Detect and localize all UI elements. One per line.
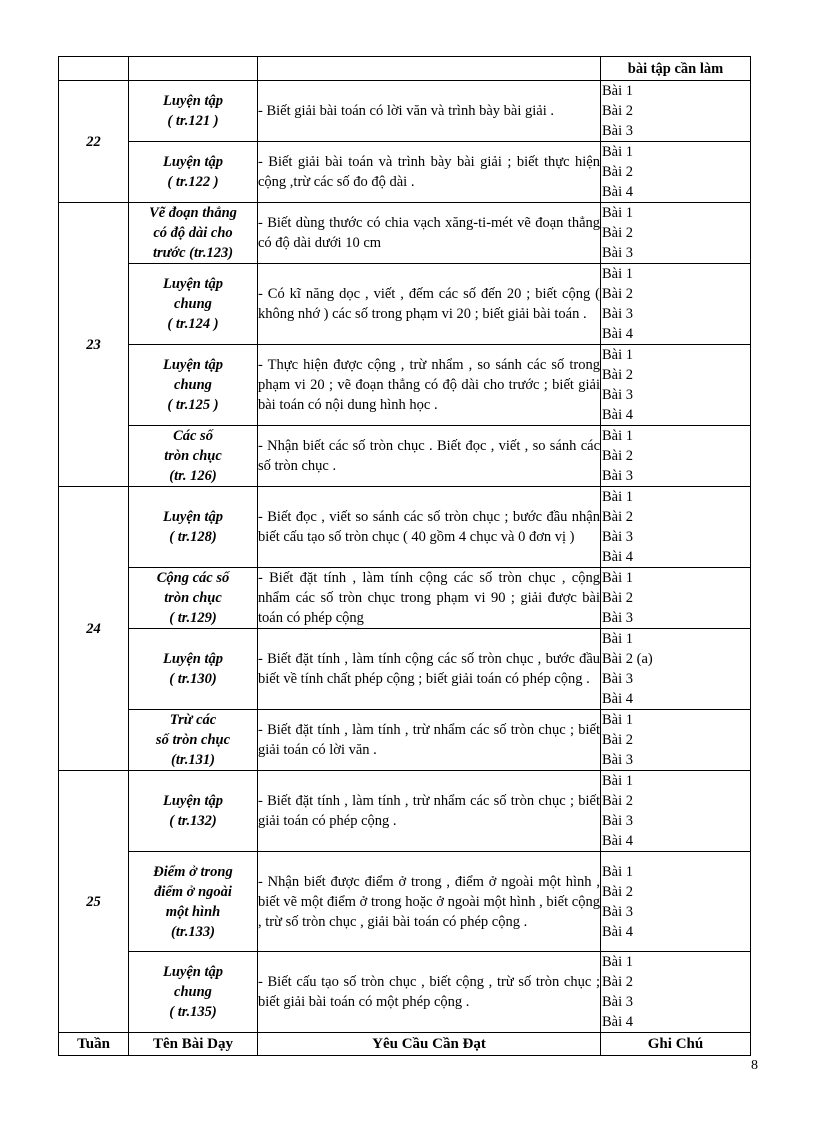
exercise-item: Bài 1	[602, 631, 634, 647]
lesson-name	[129, 852, 258, 952]
exercise-item: Bài 2	[602, 732, 634, 748]
exercise-item: Bài 4	[602, 1014, 634, 1030]
exercise-item: Bài 2	[602, 590, 634, 606]
note-header-continued: bài tập cần làm	[601, 57, 751, 81]
week-number: 25	[59, 771, 129, 1033]
week-number: 23	[59, 203, 129, 487]
exercise-item: Bài 3	[602, 903, 634, 920]
lesson-row	[59, 771, 751, 852]
exercise-item: Bài 3	[602, 123, 634, 139]
exercise-item: Bài 3	[602, 245, 634, 261]
lesson-name-line: một hình	[165, 903, 221, 920]
exercise-item: Bài 2	[602, 793, 634, 809]
lesson-name-line: (tr. 126)	[169, 468, 217, 484]
lesson-name-line: tròn chục	[164, 448, 222, 464]
exercise-item: Bài 3	[602, 994, 634, 1010]
exercise-item: Bài 1	[602, 144, 634, 160]
exercise-item: Bài 2	[602, 367, 634, 383]
lesson-name	[129, 629, 258, 710]
requirement-text: - Biết đặt tính , làm tính , trừ nhẩm các số tròn chục ; biết giải toán có lời văn .	[258, 710, 601, 771]
lesson-row	[59, 203, 751, 264]
exercise-item: Bài 1	[602, 863, 634, 880]
exercise-notes	[601, 952, 751, 1033]
exercise-item: Bài 3	[602, 529, 634, 545]
requirement-text: - Biết cấu tạo số tròn chục , biết cộng , trừ số tròn chục ; biết giải bài toán có một phép cộng .	[258, 952, 601, 1033]
exercise-item: Bài 4	[602, 407, 634, 423]
lesson-name	[129, 952, 258, 1033]
lesson-name-line: Trừ các	[169, 712, 217, 728]
lesson-row	[59, 952, 751, 1033]
lesson-name	[129, 142, 258, 203]
exercise-item: Bài 1	[602, 428, 634, 444]
exercise-item: Bài 1	[602, 266, 634, 282]
lesson-name-line: ( tr.132)	[169, 813, 217, 829]
lesson-name	[129, 264, 258, 345]
exercise-notes	[601, 629, 751, 710]
lesson-row	[59, 426, 751, 487]
requirement-text: - Biết dùng thước có chia vạch xăng-ti-mét vẽ đoạn thẳng có độ dài dưới 10 cm	[258, 203, 601, 264]
exercise-notes	[601, 345, 751, 426]
lesson-name-line: số tròn chục	[155, 732, 231, 748]
lesson-name-line: ( tr.135)	[169, 1004, 217, 1020]
exercise-notes	[601, 81, 751, 142]
lesson-name	[129, 710, 258, 771]
lesson-name-line: Luyện tập	[162, 793, 223, 809]
exercise-item: Bài 3	[602, 306, 634, 322]
exercise-item: Bài 2	[602, 286, 634, 302]
lesson-row	[59, 264, 751, 345]
exercise-notes	[601, 710, 751, 771]
lesson-name-line: ( tr.125 )	[167, 397, 219, 413]
exercise-item: Bài 4	[602, 691, 634, 707]
requirement-text: - Biết đặt tính , làm tính , trừ nhẩm các số tròn chục ; biết giải toán có phép cộng .	[258, 771, 601, 852]
week-number: 24	[59, 487, 129, 771]
lesson-row	[59, 142, 751, 203]
exercise-item: Bài 4	[602, 923, 634, 940]
lesson-name-line: ( tr.124 )	[167, 316, 219, 332]
exercise-item: Bài 2	[602, 164, 634, 180]
lesson-name	[129, 568, 258, 629]
lesson-row	[59, 568, 751, 629]
exercise-item: Bài 2	[602, 103, 634, 119]
lesson-name-line: Luyện tập	[162, 154, 223, 170]
lesson-name-line: Luyện tập	[162, 964, 223, 980]
continuation-row	[59, 57, 751, 81]
lesson-name	[129, 203, 258, 264]
lesson-name-line: (tr.133)	[171, 923, 215, 940]
exercise-item: Bài 1	[602, 83, 634, 99]
exercise-item: Bài 3	[602, 468, 634, 484]
lesson-row	[59, 345, 751, 426]
exercise-notes	[601, 203, 751, 264]
lesson-name	[129, 345, 258, 426]
exercise-item: Bài 4	[602, 184, 634, 200]
exercise-item: Bài 2 (a)	[602, 651, 653, 667]
requirement-text: - Biết giải bài toán có lời văn và trình bày bài giải .	[258, 81, 601, 142]
column-header-requirement: Yêu Cầu Cần Đạt	[258, 1033, 601, 1056]
exercise-notes	[601, 852, 751, 952]
exercise-item: Bài 3	[602, 752, 634, 768]
requirement-text: - Có kĩ năng dọc , viết , đếm các số đến 20 ; biết cộng ( không nhớ ) các số trong phạm vi 20 ; biết giải bài toán .	[258, 264, 601, 345]
requirement-text: - Thực hiện được cộng , trừ nhẩm , so sánh các số trong phạm vi 20 ; vẽ đoạn thẳng có độ dài cho trước ; biết giải bài toán có nội dung hình học .	[258, 345, 601, 426]
exercise-item: Bài 2	[602, 883, 634, 900]
lesson-name	[129, 426, 258, 487]
lesson-name-line: ( tr.121 )	[167, 113, 219, 129]
lesson-name-line: Luyện tập	[162, 357, 223, 373]
lesson-name-line: điểm ở ngoài	[154, 883, 232, 900]
exercise-item: Bài 2	[602, 509, 634, 525]
requirement-text: - Biết đặt tính , làm tính cộng các số tròn chục , bước đầu biết về tính chất phép cộng ; biết giải toán có phép cộng .	[258, 629, 601, 710]
lesson-name-line: chung	[174, 377, 212, 393]
lesson-row	[59, 81, 751, 142]
lesson-name-line: Luyện tập	[162, 276, 223, 292]
exercise-notes	[601, 568, 751, 629]
requirement-text: - Biết giải bài toán và trình bày bài giải ; biết thực hiện cộng ,trừ các số đo độ dài .	[258, 142, 601, 203]
column-header-row	[59, 1033, 751, 1056]
lesson-row	[59, 710, 751, 771]
exercise-item: Bài 4	[602, 833, 634, 849]
lesson-name	[129, 487, 258, 568]
lesson-name-line: ( tr.128)	[169, 529, 217, 545]
lesson-name-line: Vẽ đoạn thẳng	[149, 205, 237, 221]
exercise-item: Bài 3	[602, 671, 634, 687]
exercise-notes	[601, 487, 751, 568]
requirement-text: - Biết đặt tính , làm tính cộng các số tròn chục , cộng nhẩm các số tròn chục trong phạm vi 90 ; giải được bài toán có phép cộng	[258, 568, 601, 629]
requirement-cell-empty	[258, 57, 601, 81]
requirement-text: - Biết đọc , viết so sánh các số tròn chục ; bước đầu nhận biết cấu tạo số tròn chục ( 40 gồm 4 chục và 0 đơn vị )	[258, 487, 601, 568]
lesson-name-line: Luyện tập	[162, 651, 223, 667]
lesson-name-line: tròn chục	[164, 590, 222, 606]
lesson-name-line: chung	[174, 296, 212, 312]
requirement-text: - Nhận biết được điểm ở trong , điểm ở ngoài một hình , biết vẽ một điểm ở trong hoặc ở ngoài một hình , biết cộng , trừ số tròn chục , giải bài toán có phép cộng .	[258, 852, 601, 952]
lesson-name-line: Cộng các số	[156, 570, 230, 586]
lesson-row	[59, 487, 751, 568]
exercise-item: Bài 1	[602, 773, 634, 789]
exercise-item: Bài 3	[602, 387, 634, 403]
column-header-week: Tuần	[59, 1033, 129, 1056]
exercise-item: Bài 1	[602, 570, 634, 586]
exercise-notes	[601, 142, 751, 203]
column-header-lesson: Tên Bài Dạy	[129, 1033, 258, 1056]
lesson-name-line: Điểm ở trong	[153, 863, 233, 880]
exercise-item: Bài 2	[602, 225, 634, 241]
lesson-name	[129, 771, 258, 852]
lesson-name-line: ( tr.129)	[169, 610, 217, 626]
lesson-cell-empty	[129, 57, 258, 81]
exercise-item: Bài 1	[602, 489, 634, 505]
lesson-name-line: ( tr.130)	[169, 671, 217, 687]
exercise-item: Bài 2	[602, 974, 634, 990]
lesson-name-line: có độ dài cho	[153, 225, 233, 241]
lesson-name-line: (tr.131)	[171, 752, 215, 768]
lesson-name-line: Luyện tập	[162, 509, 223, 525]
lesson-row	[59, 629, 751, 710]
week-cell-empty	[59, 57, 129, 81]
exercise-notes	[601, 426, 751, 487]
lesson-name-line: Các số	[173, 428, 213, 444]
lesson-plan-table	[58, 56, 751, 1056]
exercise-notes	[601, 771, 751, 852]
lesson-name-line: Luyện tập	[162, 93, 223, 109]
exercise-item: Bài 3	[602, 813, 634, 829]
exercise-item: Bài 1	[602, 712, 634, 728]
exercise-item: Bài 4	[602, 549, 634, 565]
requirement-text: - Nhận biết các số tròn chục . Biết đọc , viết , so sánh các số tròn chục .	[258, 426, 601, 487]
exercise-item: Bài 1	[602, 954, 634, 970]
lesson-row	[59, 852, 751, 952]
lesson-name-line: trước (tr.123)	[152, 245, 234, 261]
lesson-name	[129, 81, 258, 142]
lesson-name-line: chung	[174, 984, 212, 1000]
exercise-item: Bài 1	[602, 347, 634, 363]
page-number: 8	[751, 1058, 758, 1073]
exercise-item: Bài 3	[602, 610, 634, 626]
exercise-item: Bài 2	[602, 448, 634, 464]
exercise-item: Bài 4	[602, 326, 634, 342]
column-header-note: Ghi Chú	[601, 1033, 751, 1056]
week-number: 22	[59, 81, 129, 203]
exercise-item: Bài 1	[602, 205, 634, 221]
lesson-name-line: ( tr.122 )	[167, 174, 219, 190]
exercise-notes	[601, 264, 751, 345]
